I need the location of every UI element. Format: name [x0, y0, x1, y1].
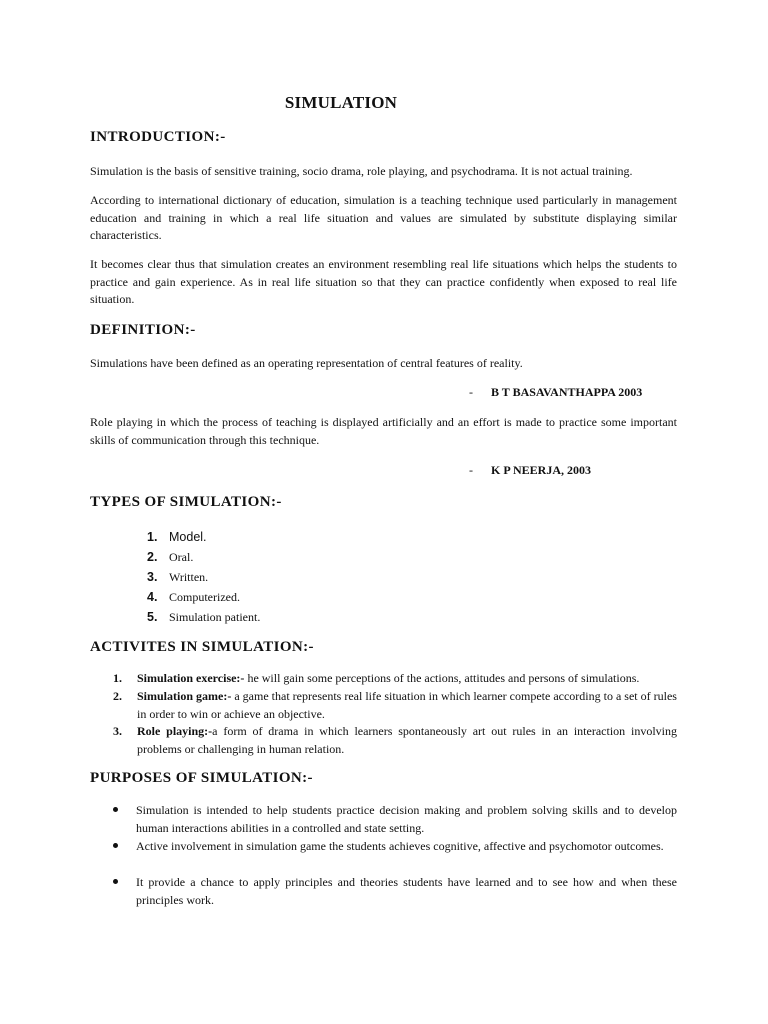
activities-heading: ACTIVITES IN SIMULATION:- — [90, 639, 314, 655]
list-text: Computerized. — [169, 589, 240, 604]
list-item — [113, 802, 677, 837]
introduction-paragraph-1: Simulation is the basis of sensitive training, socio drama, role playing, and psychodrama. It is not actual training. — [90, 164, 633, 178]
citation-author: K P NEERJA, 2003 — [491, 463, 592, 477]
list-term: Simulation exercise:- — [137, 671, 245, 685]
bullet-icon — [113, 843, 118, 848]
list-item — [147, 587, 260, 607]
definition-heading: DEFINITION:- — [90, 322, 196, 338]
list-number: 2. — [113, 689, 122, 703]
bullet-icon — [113, 879, 118, 884]
list-body — [137, 723, 677, 758]
list-item — [147, 547, 260, 567]
list-item — [113, 688, 677, 723]
list-text: a form of drama in which learners spontaneously art out rules in an interaction involving problems or challenging in human relation. — [137, 724, 677, 756]
list-number: 3. — [113, 724, 122, 738]
bullet-icon — [113, 807, 118, 812]
list-number: 1. — [113, 671, 122, 685]
list-text: Written. — [169, 569, 209, 584]
document-title: SIMULATION — [284, 93, 398, 112]
list-item — [147, 567, 260, 587]
introduction-paragraph-2: According to international dictionary of education, simulation is a teaching technique used particularly in management education and training in which a real life situation and values are simulated by substitute displaying similar characteristics. — [90, 193, 677, 242]
list-term: Simulation game:- — [137, 689, 232, 703]
citation-author: B T BASAVANTHAPPA 2003 — [491, 385, 643, 399]
list-text: Simulation is intended to help students practice decision making and problem solving skills and to develop human interactions abilities in a controlled and state setting. — [136, 803, 677, 835]
list-number: 2. — [147, 550, 158, 564]
list-term: Role playing:- — [137, 724, 213, 738]
list-body — [137, 670, 677, 688]
citation-dash: - — [469, 463, 473, 477]
list-text: Model. — [169, 530, 207, 544]
types-list — [147, 527, 260, 627]
definition-paragraph-2: Role playing in which the process of teaching is displayed artificially and an effort is made to practice some important skills of communication through this technique. — [90, 415, 677, 447]
list-item — [113, 838, 677, 856]
list-text: a game that represents real life situation in which learner compete according to a set of rules in order to win or achieve an objective. — [137, 689, 677, 721]
list-text: Active involvement in simulation game the students achieves cognitive, affective and psychomotor outcomes. — [136, 839, 664, 853]
list-text: Oral. — [169, 549, 194, 564]
definition-paragraph-1: Simulations have been defined as an operating representation of central features of reality. — [90, 356, 523, 370]
list-item — [147, 607, 260, 627]
list-item — [113, 723, 677, 758]
list-number: 5. — [147, 610, 158, 624]
types-heading: TYPES OF SIMULATION:- — [90, 494, 282, 510]
citation-dash: - — [469, 385, 473, 399]
list-item — [113, 874, 677, 909]
introduction-paragraph-3: It becomes clear thus that simulation creates an environment resembling real life situations which helps the students to practice and gain experience. As in real life situation so that they can practice confidently when exposed to real life situation. — [90, 257, 677, 306]
list-text: It provide a chance to apply principles and theories students have learned and to see how and when these principles work. — [136, 875, 677, 907]
list-number: 1. — [147, 530, 158, 544]
purposes-heading: PURPOSES OF SIMULATION:- — [90, 770, 313, 786]
list-body — [137, 688, 677, 723]
list-number: 4. — [147, 590, 158, 604]
list-item — [113, 670, 677, 688]
introduction-heading: INTRODUCTION:- — [90, 129, 226, 145]
list-item — [147, 527, 260, 547]
list-number: 3. — [147, 570, 158, 584]
list-text: he will gain some perceptions of the actions, attitudes and persons of simulations. — [244, 671, 640, 685]
list-text: Simulation patient. — [169, 609, 261, 624]
